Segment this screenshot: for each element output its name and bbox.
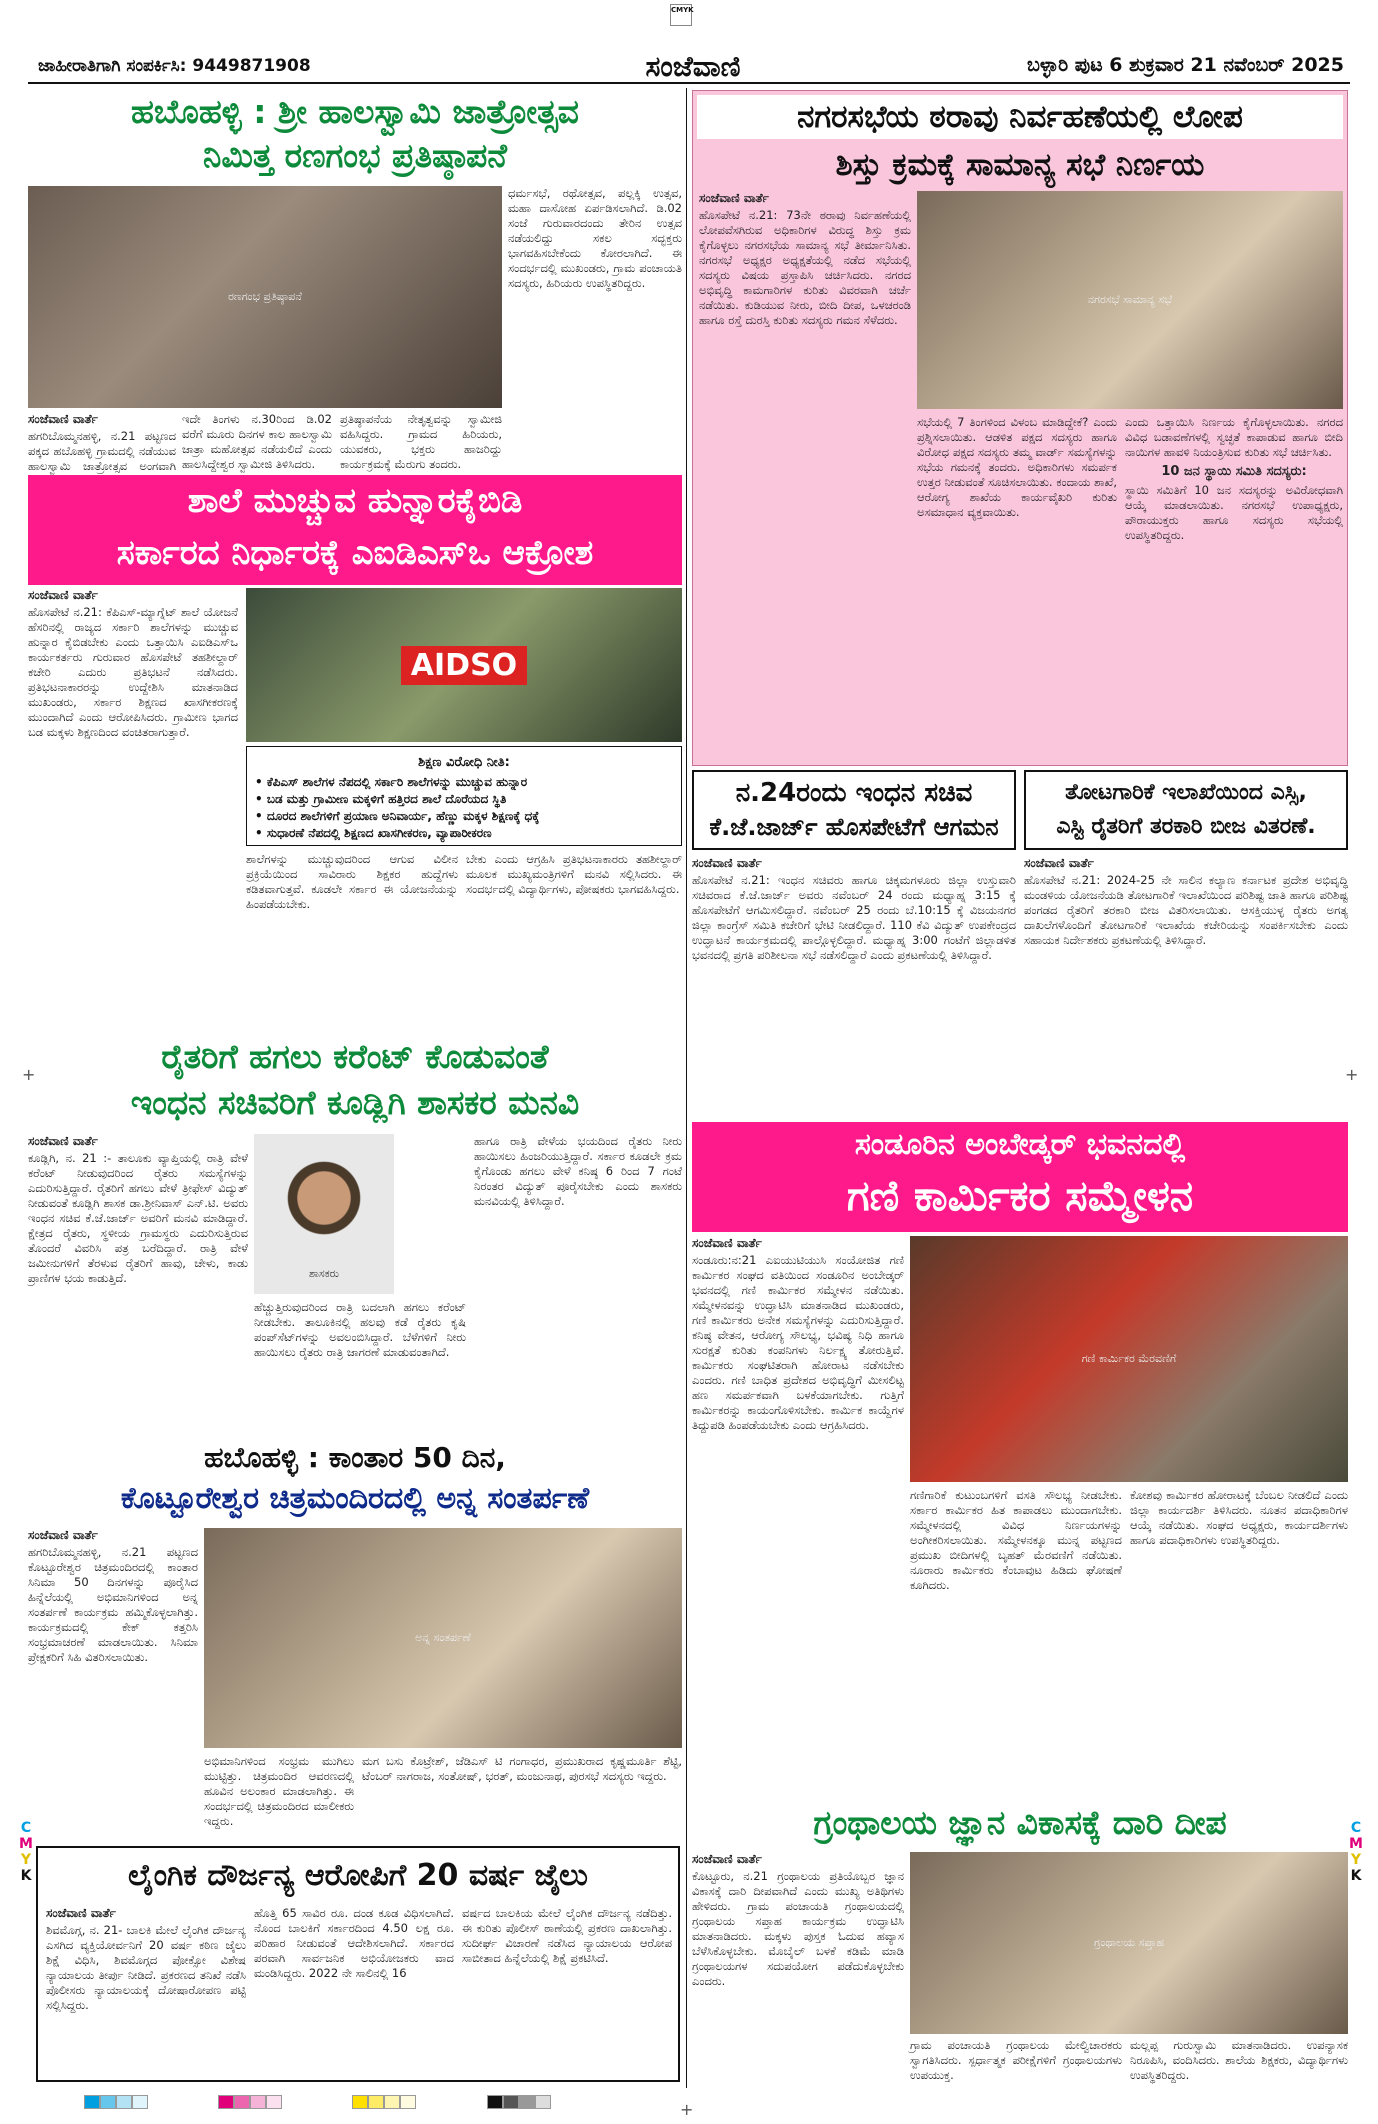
story5-headline2: ಎಸ್ಟಿ ರೈತರಿಗೆ ತರಕಾರಿ ಬೀಜ ವಿತರಣೆ. (1056, 814, 1316, 839)
story8-headline2: ಕೊಟ್ಟೂರೇಶ್ವರ ಚಿತ್ರಮಂದಿರದಲ್ಲಿ ಅನ್ನ ಸಂತರ್ಪಣೆ (120, 1481, 590, 1516)
registration-mark-right: + (1345, 1065, 1359, 1084)
story1-col1: ಸಂಜೆವಾಣಿ ವಾರ್ತೆ ಹಗರಿಬೊಮ್ಮನಹಳ್ಳಿ, ನ.21 ಪಟ್ಟಣದ ಪಕ್ಕದ ಹಬೊಹಳ್ಳಿ ಗ್ರಾಮದಲ್ಲಿ ನಡೆಯುವ ಹಾಲಸ್ವಾಮಿ ಜಾತ್ರೋತ್ಸವ ಅಂಗವಾಗಿ (28, 412, 176, 473)
story8-col2: ಅಭಿಮಾನಿಗಳಿಂದ ಸಂಭ್ರಮ ಮುಗಿಲು ಮುಟ್ಟಿತ್ತು. ಚಿತ್ರಮಂದಿರ ಆವರಣದಲ್ಲಿ ಹೂವಿನ ಅಲಂಕಾರ ಮಾಡಲಾಗಿತ್ತು. ಈ ಸಂದರ್ಭದಲ್ಲಿ ಚಿತ್ರಮಂದಿರದ ಮಾಲೀಕರು ಇದ್ದರು. (204, 1754, 354, 1828)
education-policy-box: ಶಿಕ್ಷಣ ವಿರೋಧಿ ನೀತಿ: • ಕೆಪಿಎಸ್ ಶಾಲೆಗಳ ನೆಪದಲ್ಲಿ ಸರ್ಕಾರಿ ಶಾಲೆಗಳನ್ನು ಮುಚ್ಚುವ ಹುನ್ನಾರ • ಬಡ ಮತ್ತು ಗ್ರಾಮೀಣ ಮಕ್ಕಳಿಗೆ ಹತ್ತಿರದ ಶಾಲೆ ದೊರೆಯದ ಸ್ಥಿತಿ • ದೂರದ ಶಾಲೆಗಳಿಗೆ ಪ್ರಯಾಣ ಅನಿವಾರ್ಯ, ಹೆಣ್ಣು ಮಕ್ಕಳ ಶಿಕ್ಷಣಕ್ಕೆ ಧಕ್ಕೆ • ಸುಧಾರಣೆ ನೆಪದಲ್ಲಿ ಶಿಕ್ಷಣದ ಖಾಸಗೀಕರಣ, ವ್ಯಾಪಾರೀಕರಣ (246, 746, 682, 846)
story3-headline1: ಶಾಲೆ ಮುಚ್ಚುವ ಹುನ್ನಾರಕೈಬಿಡಿ (187, 481, 523, 521)
cmyk-top-mark: CMYK (670, 4, 692, 26)
advert-contact: ಜಾಹೀರಾತಿಗಾಗಿ ಸಂಪರ್ಕಿಸಿ: 9449871908 (38, 56, 311, 76)
story2-col1: ಸಂಜೆವಾಣಿ ವಾರ್ತೆ ಹೊಸಪೇಟೆ ನ.21: 73ನೇ ಠರಾವು ನಿರ್ವಹಣೆಯಲ್ಲಿ ಲೋಪವೆಸಗಿರುವ ಅಧಿಕಾರಿಗಳ ವಿರುದ್ಧ ಶಿಸ್ತು ಕ್ರಮ ಕೈಗೊಳ್ಳಲು ನಗರಸಭೆಯ ಸಾಮಾನ್ಯ ಸಭೆ ತೀರ್ಮಾನಿಸಿತು. ನಗರಸಭೆ ಅಧ್ಯಕ್ಷರ ಅಧ್ಯಕ್ಷತೆಯಲ್ಲಿ ನಡೆದ ಸಭೆಯಲ್ಲಿ ಸದಸ್ಯರು ವಿಷಯ ಪ್ರಸ್ತಾಪಿಸಿ ಚರ್ಚಿಸಿದರು. ನಗರದ ಅಭಿವೃದ್ಧಿ ಕಾಮಗಾರಿಗಳ ಕುರಿತು ವಿವರವಾಗಿ ಚರ್ಚೆ ನಡೆಯಿತು. ಕುಡಿಯುವ ನೀರು, ಬೀದಿ ದೀಪ, ಒಳಚರಂಡಿ ಹಾಗೂ ರಸ್ತೆ ದುರಸ್ತಿ ಕುರಿತು ಸದಸ್ಯರು ಗಮನ ಸೆಳೆದರು. (699, 191, 911, 327)
story1-headline1: ಹಬೊಹಳ್ಳಿ : ಶ್ರೀ ಹಾಲಸ್ವಾಮಿ ಜಾತ್ರೋತ್ಸವ (131, 92, 579, 131)
story6-headline2: ಇಂಧನ ಸಚಿವರಿಗೆ ಕೂಡ್ಲಿಗಿ ಶಾಸಕರ ಮನವಿ (130, 1083, 580, 1122)
story-halaswamy (28, 90, 682, 472)
story-kantara (28, 1438, 682, 1840)
photo-mine-workers-rally: ಗಣಿ ಕಾರ್ಮಿಕರ ಮೆರವಣಿಗೆ (910, 1236, 1348, 1482)
photo-aidso-protest: AIDSO (246, 588, 682, 742)
box-item-3: • ದೂರದ ಶಾಲೆಗಳಿಗೆ ಪ್ರಯಾಣ ಅನಿವಾರ್ಯ, ಹೆಣ್ಣು ಮಕ್ಕಳ ಶಿಕ್ಷಣಕ್ಕೆ ಧಕ್ಕೆ (255, 809, 540, 823)
story7-col1: ಸಂಜೆವಾಣಿ ವಾರ್ತೆ ಸಂಡೂರು:ನ:21 ಎಐಯುಟಿಯುಸಿ ಸಂಯೋಜಿತ ಗಣಿ ಕಾರ್ಮಿಕರ ಸಂಘದ ವತಿಯಿಂದ ಸಂಡೂರಿನ ಅಂಬೇಡ್ಕರ್ ಭವನದಲ್ಲಿ ಗಣಿ ಕಾರ್ಮಿಕರ ಸಮ್ಮೇಳನ ನಡೆಯಿತು. ಸಮ್ಮೇಳನವನ್ನು ಉದ್ಘಾಟಿಸಿ ಮಾತನಾಡಿದ ಮುಖಂಡರು, ಗಣಿ ಕಾರ್ಮಿಕರು ಅನೇಕ ಸಮಸ್ಯೆಗಳನ್ನು ಎದುರಿಸುತ್ತಿದ್ದಾರೆ. ಕನಿಷ್ಠ ವೇತನ, ಆರೋಗ್ಯ ಸೌಲಭ್ಯ, ಭವಿಷ್ಯ ನಿಧಿ ಹಾಗೂ ಸುರಕ್ಷತೆ ಕುರಿತು ಕಂಪನಿಗಳು ನಿರ್ಲಕ್ಷ್ಯ ತೋರುತ್ತಿವೆ. ಕಾರ್ಮಿಕರು ಸಂಘಟಿತರಾಗಿ ಹೋರಾಟ ನಡೆಸಬೇಕು ಎಂದರು. ಗಣಿ ಬಾಧಿತ ಪ್ರದೇಶದ ಅಭಿವೃದ್ಧಿಗೆ ಮೀಸಲಿಟ್ಟ ಹಣ ಸಮರ್ಪಕವಾಗಿ ಬಳಕೆಯಾಗಬೇಕು. ಗುತ್ತಿಗೆ ಕಾರ್ಮಿಕರನ್ನು ಕಾಯಂಗೊಳಿಸಬೇಕು. ಕಾರ್ಮಿಕ ಕಾಯ್ದೆಗಳ ತಿದ್ದುಪಡಿ ಹಿಂಪಡೆಯಬೇಕು ಎಂದು ಆಗ್ರಹಿಸಿದರು. (692, 1236, 904, 1432)
photo-rangambha: ರಣಗಂಭ ಪ್ರತಿಷ್ಠಾಪನೆ (28, 186, 502, 408)
story8-headline1: ಹಬೊಹಳ್ಳಿ : ಕಾಂತಾರ 50 ದಿನ, (204, 1441, 506, 1474)
story7-headline-band (692, 1122, 1348, 1232)
paper-name: ಸಂಜೆವಾಣಿ (645, 50, 741, 83)
story3-headline2: ಸರ್ಕಾರದ ನಿರ್ಧಾರಕ್ಕೆ ಎಐಡಿಎಸ್‌ಒ ಆಕ್ರೋಶ (116, 533, 594, 573)
story3-headline-band (28, 475, 682, 585)
photo-mla: ಶಾಸಕರು (254, 1134, 394, 1294)
story-pocso (36, 1846, 680, 2082)
story5-text: ಸಂಜೆವಾಣಿ ವಾರ್ತೆ ಹೊಸಪೇಟೆ ನ.21: 2024-25 ನೇ ಸಾಲಿನ ಕಲ್ಯಾಣ ಕರ್ನಾಟಕ ಪ್ರದೇಶ ಅಭಿವೃದ್ಧಿ ಮಂಡಳಿಯ ಯೋಜನೆಯಡಿ ತೋಟಗಾರಿಕೆ ಇಲಾಖೆಯಿಂದ ಪರಿಶಿಷ್ಟ ಜಾತಿ ಹಾಗೂ ಪರಿಶಿಷ್ಟ ಪಂಗಡದ ರೈತರಿಗೆ ತರಕಾರಿ ಬೀಜ ವಿತರಿಸಲಾಯಿತು. ಆಸಕ್ತಿಯುಳ್ಳ ರೈತರು ಅಗತ್ಯ ದಾಖಲೆಗಳೊಂದಿಗೆ ತೋಟಗಾರಿಕೆ ಇಲಾಖೆಯ ಕಚೇರಿಯನ್ನು ಸಂಪರ್ಕಿಸಬೇಕು ಎಂದು ಸಹಾಯಕ ನಿರ್ದೇಶಕರು ಪ್ರಕಟಣೆಯಲ್ಲಿ ತಿಳಿಸಿದ್ದಾರೆ. (1024, 856, 1348, 947)
photo-annasantarpane: ಅನ್ನ ಸಂತರ್ಪಣೆ (204, 1528, 682, 1748)
story9-col2: ಗ್ರಾಮ ಪಂಚಾಯತಿ ಗ್ರಂಥಾಲಯ ಮೇಲ್ವಿಚಾರಕರು ಸ್ವಾಗತಿಸಿದರು. ಸ್ಪರ್ಧಾತ್ಮಕ ಪರೀಕ್ಷೆಗಳಿಗೆ ಗ್ರಂಥಾಲಯಗಳು ಉಪಯುಕ್ತ. (910, 2038, 1122, 2082)
story5-headline1: ತೋಟಗಾರಿಕೆ ಇಲಾಖೆಯಿಂದ ಎಸ್ಸಿ, (1065, 780, 1307, 805)
story1-col3: ಪ್ರತಿಷ್ಠಾಪನೆಯ ನೇತೃತ್ವವನ್ನು ಸ್ವಾಮೀಜಿ ವಹಿಸಿದ್ದರು. ಗ್ರಾಮದ ಹಿರಿಯರು, ಯುವಕರು, ಭಕ್ತರು ಹಾಜರಿದ್ದು ಕಾರ್ಯಕ್ರಮಕ್ಕೆ ಮೆರುಗು ತಂದರು. (340, 412, 502, 471)
story10-col3: ವರ್ಷದ ಬಾಲಕಿಯ ಮೇಲೆ ಲೈಂಗಿಕ ದೌರ್ಜನ್ಯ ನಡೆದಿತ್ತು. ಈ ಕುರಿತು ಪೊಲೀಸ್ ಠಾಣೆಯಲ್ಲಿ ಪ್ರಕರಣ ದಾಖಲಾಗಿತ್ತು. ಸುದೀರ್ಘ ವಿಚಾರಣೆ ನಡೆಸಿದ ನ್ಯಾಯಾಲಯ ಆರೋಪ ಸಾಬೀತಾದ ಹಿನ್ನೆಲೆಯಲ್ಲಿ ಶಿಕ್ಷೆ ಪ್ರಕಟಿಸಿದೆ. (462, 1906, 672, 1965)
story4-text: ಸಂಜೆವಾಣಿ ವಾರ್ತೆ ಹೊಸಪೇಟೆ ನ.21: ಇಂಧನ ಸಚಿವರು ಹಾಗೂ ಚಿಕ್ಕಮಗಳೂರು ಜಿಲ್ಲಾ ಉಸ್ತುವಾರಿ ಸಚಿವರಾದ ಕೆ.ಜೆ.ಜಾರ್ಜ್ ಅವರು ನವೆಂಬರ್ 24 ರಂದು ಮಧ್ಯಾಹ್ನ 3:15 ಕ್ಕೆ ಹೊಸಪೇಟೆಗೆ ಆಗಮಿಸಲಿದ್ದಾರೆ. ನವೆಂಬರ್ 25 ರಂದು ಬೆ.10:15 ಕ್ಕೆ ವಿಜಯನಗರ ಜಿಲ್ಲಾ ಕಾಂಗ್ರೆಸ್ ಸಮಿತಿ ಕಚೇರಿಗೆ ಭೇಟಿ ನೀಡಲಿದ್ದಾರೆ. 110 ಕೆವಿ ವಿದ್ಯುತ್ ಉಪಕೇಂದ್ರದ ಉದ್ಘಾಟನೆ ಕಾರ್ಯಕ್ರಮದಲ್ಲಿ ಪಾಲ್ಗೊಳ್ಳಲಿದ್ದಾರೆ. ಮಧ್ಯಾಹ್ನ 3:00 ಗಂಟೆಗೆ ಜಿಲ್ಲಾಡಳಿತ ಭವನದಲ್ಲಿ ಪ್ರಗತಿ ಪರಿಶೀಲನಾ ಸಭೆ ನಡೆಸಲಿದ್ದಾರೆ ಎಂದು ಪ್ರಕಟಣೆಯಲ್ಲಿ ತಿಳಿಸಿದ್ದಾರೆ. (692, 856, 1016, 962)
registration-mark-bottom: + (680, 2100, 694, 2119)
story-aidso (28, 588, 682, 1032)
box-item-2: • ಬಡ ಮತ್ತು ಗ್ರಾಮೀಣ ಮಕ್ಕಳಿಗೆ ಹತ್ತಿರದ ಶಾಲೆ ದೊರೆಯದ ಸ್ಥಿತಿ (255, 792, 507, 806)
story-seed-distribution (1024, 770, 1348, 1118)
story3-col3: ಬೇಕು ಎಂದು ಆಗ್ರಹಿಸಿ ಪ್ರತಿಭಟನಾಕಾರರು ತಹಶೀಲ್ದಾರ್ ಮೂಲಕ ಮುಖ್ಯಮಂತ್ರಿಗಳಿಗೆ ಮನವಿ ಸಲ್ಲಿಸಿದರು. ಈ ಸಂದರ್ಭದಲ್ಲಿ ವಿದ್ಯಾರ್ಥಿಗಳು, ಪೋಷಕರು ಭಾಗವಹಿಸಿದ್ದರು. (466, 852, 682, 896)
story9-headline: ಗ್ರಂಥಾಲಯ ಜ್ಞಾನ ವಿಕಾಸಕ್ಕೆ ದಾರಿ ದೀಪ (813, 1803, 1227, 1842)
story6-col1: ಸಂಜೆವಾಣಿ ವಾರ್ತೆ ಕೂಡ್ಲಿಗಿ, ನ. 21 :- ತಾಲೂಕು ವ್ಯಾಪ್ತಿಯಲ್ಲಿ ರಾತ್ರಿ ವೇಳೆ ಕರೆಂಟ್ ನೀಡುವುದರಿಂದ ರೈತರು ಸಮಸ್ಯೆಗಳನ್ನು ಎದುರಿಸುತ್ತಿದ್ದಾರೆ. ರೈತರಿಗೆ ಹಗಲು ವೇಳೆ ತ್ರೀಫೇಸ್ ವಿದ್ಯುತ್ ನೀಡುವಂತೆ ಕೂಡ್ಲಿಗಿ ಶಾಸಕ ಡಾ.ಶ್ರೀನಿವಾಸ್ ಎನ್.ಟಿ. ಅವರು ಇಂಧನ ಸಚಿವ ಕೆ.ಜೆ.ಜಾರ್ಜ್ ಅವರಿಗೆ ಮನವಿ ಮಾಡಿದ್ದಾರೆ. ಕ್ಷೇತ್ರದ ರೈತರು, ಸ್ಥಳೀಯ ಗ್ರಾಮಸ್ಥರು ಎದುರಿಸುತ್ತಿರುವ ತೊಂದರೆ ವಿವರಿಸಿ ಪತ್ರ ಬರೆದಿದ್ದಾರೆ. ರಾತ್ರಿ ವೇಳೆ ಜಮೀನುಗಳಿಗೆ ತೆರಳುವ ರೈತರಿಗೆ ಹಾವು, ಚೇಳು, ಕಾಡು ಪ್ರಾಣಿಗಳ ಭಯ ಕಾಡುತ್ತಿದೆ. (28, 1134, 248, 1285)
story8-col3: ಮಗ ಬಸು ಕೊಟ್ರೇಶ್, ಜೆಡಿಎಸ್ ಟಿ ಗಂಗಾಧರ, ಪ್ರಮುಖರಾದ ಕೃಷ್ಣಮೂರ್ತಿ ಶೆಟ್ಟಿ, ಟೆಂಬರ್ ನಾಗರಾಜ, ಸಂತೋಷ್, ಭರತ್, ಮಂಜುನಾಥ, ಪುರಸಭೆ ಸದಸ್ಯರು ಇದ್ದರು. (362, 1754, 682, 1783)
story-george-visit (692, 770, 1016, 1118)
story7-headline2: ಗಣಿ ಕಾರ್ಮಿಕರ ಸಮ್ಮೇಳನ (846, 1171, 1194, 1220)
box-item-4: • ಸುಧಾರಣೆ ನೆಪದಲ್ಲಿ ಶಿಕ್ಷಣದ ಖಾಸಗೀಕರಣ, ವ್ಯಾಪಾರೀಕರಣ (255, 826, 492, 840)
story3-col1: ಸಂಜೆವಾಣಿ ವಾರ್ತೆ ಹೊಸಪೇಟೆ ನ.21: ಕೆಪಿಎಸ್-ಮ್ಯಾಗ್ನೆಟ್ ಶಾಲೆ ಯೋಜನೆ ಹೆಸರಿನಲ್ಲಿ ರಾಜ್ಯದ ಸರ್ಕಾರಿ ಶಾಲೆಗಳನ್ನು ಮುಚ್ಚುವ ಹುನ್ನಾರ ಕೈಬಿಡಬೇಕು ಎಂದು ಒತ್ತಾಯಿಸಿ ಎಐಡಿಎಸ್‌ಒ ಕಾರ್ಯಕರ್ತರು ಗುರುವಾರ ಹೊಸಪೇಟೆ ತಹಶೀಲ್ದಾರ್ ಕಚೇರಿ ಎದುರು ಪ್ರತಿಭಟನೆ ನಡೆಸಿದರು. ಪ್ರತಿಭಟನಾಕಾರರನ್ನು ಉದ್ದೇಶಿಸಿ ಮಾತನಾಡಿದ ಮುಖಂಡರು, ಸರ್ಕಾರ ಶಿಕ್ಷಣದ ಖಾಸಗೀಕರಣಕ್ಕೆ ಮುಂದಾಗಿದೆ ಎಂದು ಆರೋಪಿಸಿದರು. ಗ್ರಾಮೀಣ ಭಾಗದ ಬಡ ಮಕ್ಕಳು ಶಿಕ್ಷಣದಿಂದ ವಂಚಿತರಾಗುತ್ತಾರೆ. (28, 588, 238, 739)
story4-headline1: ನ.24ರಂದು ಇಂಧನ ಸಚಿವ (735, 778, 973, 808)
story-mine-workers (692, 1236, 1348, 1796)
story6-col2: ಹೆಚ್ಚುತ್ತಿರುವುದರಿಂದ ರಾತ್ರಿ ಬದಲಾಗಿ ಹಗಲು ಕರೆಂಟ್ ನೀಡಬೇಕು. ತಾಲೂಕಿನಲ್ಲಿ ಹಲವು ಕಡೆ ರೈತರು ಕೃಷಿ ಪಂಪ್‌ಸೆಟ್‌ಗಳನ್ನು ಅವಲಂಬಿಸಿದ್ದಾರೆ. ಬೆಳೆಗಳಿಗೆ ನೀರು ಹಾಯಿಸಲು ರೈತರು ರಾತ್ರಿ ಜಾಗರಣೆ ಮಾಡುವಂತಾಗಿದೆ. (254, 1300, 466, 1359)
story-day-current (28, 1034, 682, 1436)
story9-col1: ಸಂಜೆವಾಣಿ ವಾರ್ತೆ ಕೊಟ್ಟೂರು, ನ.21 ಗ್ರಂಥಾಲಯ ಪ್ರತಿಯೊಬ್ಬರ ಜ್ಞಾನ ವಿಕಾಸಕ್ಕೆ ದಾರಿ ದೀಪವಾಗಿದೆ ಎಂದು ಮುಖ್ಯ ಅತಿಥಿಗಳು ಹೇಳಿದರು. ಗ್ರಾಮ ಪಂಚಾಯತಿ ಗ್ರಂಥಾಲಯದಲ್ಲಿ ಗ್ರಂಥಾಲಯ ಸಪ್ತಾಹ ಕಾರ್ಯಕ್ರಮ ಉದ್ಘಾಟಿಸಿ ಮಾತನಾಡಿದರು. ಮಕ್ಕಳು ಪುಸ್ತಕ ಓದುವ ಹವ್ಯಾಸ ಬೆಳೆಸಿಕೊಳ್ಳಬೇಕು. ಮೊಬೈಲ್ ಬಳಕೆ ಕಡಿಮೆ ಮಾಡಿ ಗ್ರಂಥಾಲಯಗಳ ಸದುಪಯೋಗ ಪಡೆದುಕೊಳ್ಳಬೇಕು ಎಂದರು. (692, 1852, 904, 1988)
story-nagarasabhe (692, 90, 1348, 766)
story1-headline2: ನಿಮಿತ್ತ ರಣಗಂಭ ಪ್ರತಿಷ್ಠಾಪನೆ (202, 136, 508, 175)
masthead (28, 50, 1350, 84)
story2-headline2: ಶಿಸ್ತು ಕ್ರಮಕ್ಕೆ ಸಾಮಾನ್ಯ ಸಭೆ ನಿರ್ಣಯ (835, 147, 1205, 183)
column-divider (686, 88, 687, 2088)
story7-col2: ಗಣಿಗಾರಿಕೆ ಕುಟುಂಬಗಳಿಗೆ ವಸತಿ ಸೌಲಭ್ಯ ನೀಡಬೇಕು. ಸರ್ಕಾರ ಕಾರ್ಮಿಕರ ಹಿತ ಕಾಪಾಡಲು ಮುಂದಾಗಬೇಕು. ಸಮ್ಮೇಳನದಲ್ಲಿ ವಿವಿಧ ನಿರ್ಣಯಗಳನ್ನು ಅಂಗೀಕರಿಸಲಾಯಿತು. ಸಮ್ಮೇಳನಕ್ಕೂ ಮುನ್ನ ಪಟ್ಟಣದ ಪ್ರಮುಖ ಬೀದಿಗಳಲ್ಲಿ ಬೃಹತ್ ಮೆರವಣಿಗೆ ನಡೆಯಿತು. ನೂರಾರು ಕಾರ್ಮಿಕರು ಕೆಂಬಾವುಟ ಹಿಡಿದು ಘೋಷಣೆ ಕೂಗಿದರು. (910, 1488, 1122, 1592)
story1-col2: ಇದೇ ತಿಂಗಳು ನ.30ರಿಂದ ಡಿ.02 ವರೆಗೆ ಮೂರು ದಿನಗಳ ಕಾಲ ಹಾಲಸ್ವಾಮಿ ಜಾತ್ರಾ ಮಹೋತ್ಸವ ನಡೆಯಲಿದೆ ಎಂದು ಹಾಲಸಿದ್ದೇಶ್ವರ ಸ್ವಾಮೀಜಿ ತಿಳಿಸಿದರು. (182, 412, 332, 471)
story8-col1: ಸಂಜೆವಾಣಿ ವಾರ್ತೆ ಹಗರಿಬೊಮ್ಮನಹಳ್ಳಿ, ನ.21 ಪಟ್ಟಣದ ಕೊಟ್ಟೂರೇಶ್ವರ ಚಿತ್ರಮಂದಿರದಲ್ಲಿ ಕಾಂತಾರ ಸಿನಿಮಾ 50 ದಿನಗಳನ್ನು ಪೂರೈಸಿದ ಹಿನ್ನೆಲೆಯಲ್ಲಿ ಅಭಿಮಾನಿಗಳಿಂದ ಅನ್ನ ಸಂತರ್ಪಣೆ ಕಾರ್ಯಕ್ರಮ ಹಮ್ಮಿಕೊಳ್ಳಲಾಗಿತ್ತು. ಕಾರ್ಯಕ್ರಮದಲ್ಲಿ ಕೇಕ್ ಕತ್ತರಿಸಿ ಸಂಭ್ರಮಾಚರಣೆ ಮಾಡಲಾಯಿತು. ಸಿನಿಮಾ ಪ್ರೇಕ್ಷಕರಿಗೆ ಸಿಹಿ ವಿತರಿಸಲಾಯಿತು. (28, 1528, 198, 1664)
cmyk-side-left: C M Y K (19, 1820, 33, 1884)
photo-council-meeting: ನಗರಸಭೆ ಸಾಮಾನ್ಯ ಸಭೆ (917, 191, 1343, 409)
box-item-1: • ಕೆಪಿಎಸ್ ಶಾಲೆಗಳ ನೆಪದಲ್ಲಿ ಸರ್ಕಾರಿ ಶಾಲೆಗಳನ್ನು ಮುಚ್ಚುವ ಹುನ್ನಾರ (255, 775, 528, 789)
story7-col3: ಕೋಶವು ಕಾರ್ಮಿಕರ ಹೋರಾಟಕ್ಕೆ ಬೆಂಬಲ ನೀಡಲಿದೆ ಎಂದು ಜಿಲ್ಲಾ ಕಾರ್ಯದರ್ಶಿ ತಿಳಿಸಿದರು. ನೂತನ ಪದಾಧಿಕಾರಿಗಳ ಆಯ್ಕೆ ನಡೆಯಿತು. ಸಂಘದ ಅಧ್ಯಕ್ಷರು, ಕಾರ್ಯದರ್ಶಿಗಳು ಹಾಗೂ ಪದಾಧಿಕಾರಿಗಳು ಉಪಸ್ಥಿತರಿದ್ದರು. (1130, 1488, 1348, 1547)
registration-mark-left: + (22, 1065, 36, 1084)
page-info: ಬಳ್ಳಾರಿ ಪುಟ 6 ಶುಕ್ರವಾರ 21 ನವೆಂಬರ್ 2025 (1027, 54, 1344, 76)
story9-col3: ಮಲ್ಲಪ್ಪ ಗುರುಸ್ವಾಮಿ ಮಾತನಾಡಿದರು. ಉಪನ್ಯಾಸಕ ನಿರೂಪಿಸಿ, ವಂದಿಸಿದರು. ಶಾಲೆಯ ಶಿಕ್ಷಕರು, ವಿದ್ಯಾರ್ಥಿಗಳು ಉಪಸ್ಥಿತರಿದ್ದರು. (1130, 2038, 1348, 2082)
cmyk-side-right: C M Y K (1349, 1820, 1363, 1884)
story10-col2: ಹೊತ್ತಿ 65 ಸಾವಿರ ರೂ. ದಂಡ ಕೂಡ ವಿಧಿಸಲಾಗಿದೆ. ನೊಂದ ಬಾಲಕಿಗೆ ಸರ್ಕಾರದಿಂದ 4.50 ಲಕ್ಷ ರೂ. ಪರಿಹಾರ ನೀಡುವಂತೆ ಆದೇಶಿಸಲಾಗಿದೆ. ಸರ್ಕಾರದ ಪರವಾಗಿ ಸಾರ್ವಜನಿಕ ಅಭಿಯೋಜಕರು ವಾದ ಮಂಡಿಸಿದ್ದರು. 2022 ನೇ ಸಾಲಿನಲ್ಲಿ 16 (254, 1906, 454, 1980)
story2-col3: ಎಂದು ಒತ್ತಾಯಿಸಿ ನಿರ್ಣಯ ಕೈಗೊಳ್ಳಲಾಯಿತು. ನಗರದ ವಿವಿಧ ಬಡಾವಣೆಗಳಲ್ಲಿ ಸ್ವಚ್ಛತೆ ಕಾಪಾಡುವ ಹಾಗೂ ಬೀದಿ ನಾಯಿಗಳ ಹಾವಳಿ ನಿಯಂತ್ರಿಸುವ ಕುರಿತು ಸಭೆ ಚರ್ಚಿಸಿತು. 10 ಜನ ಸ್ಥಾಯಿ ಸಮಿತಿ ಸದಸ್ಯರು: ಸ್ಥಾಯಿ ಸಮಿತಿಗೆ 10 ಜನ ಸದಸ್ಯರನ್ನು ಅವಿರೋಧವಾಗಿ ಆಯ್ಕೆ ಮಾಡಲಾಯಿತು. ನಗರಸಭೆ ಉಪಾಧ್ಯಕ್ಷರು, ಪೌರಾಯುಕ್ತರು ಹಾಗೂ ಸದಸ್ಯರು ಸಭೆಯಲ್ಲಿ ಉಪಸ್ಥಿತರಿದ್ದರು. (1125, 415, 1343, 542)
story6-col3: ಹಾಗೂ ರಾತ್ರಿ ವೇಳೆಯ ಭಯದಿಂದ ರೈತರು ನೀರು ಹಾಯಿಸಲು ಹಿಂಜರಿಯುತ್ತಿದ್ದಾರೆ. ಸರ್ಕಾರ ಕೂಡಲೇ ಕ್ರಮ ಕೈಗೊಂಡು ಹಗಲು ವೇಳೆ ಕನಿಷ್ಠ 6 ರಿಂದ 7 ಗಂಟೆ ನಿರಂತರ ವಿದ್ಯುತ್ ಪೂರೈಸಬೇಕು ಎಂದು ಶಾಸಕರು ಮನವಿಯಲ್ಲಿ ತಿಳಿಸಿದ್ದಾರೆ. (474, 1134, 682, 1208)
story1-col4: ಧರ್ಮಸಭೆ, ರಥೋತ್ಸವ, ಪಲ್ಲಕ್ಕಿ ಉತ್ಸವ, ಮಹಾ ದಾಸೋಹ ಏರ್ಪಡಿಸಲಾಗಿದೆ. ಡಿ.02 ಸಂಜೆ ಗುರುವಾರದಂದು ತೇರಿನ ಉತ್ಸವ ನಡೆಯಲಿದ್ದು ಸಕಲ ಸದ್ಭಕ್ತರು ಭಾಗವಹಿಸಬೇಕೆಂದು ಕೋರಲಾಗಿದೆ. ಈ ಸಂದರ್ಭದಲ್ಲಿ ಮುಖಂಡರು, ಗ್ರಾಮ ಪಂಚಾಯತಿ ಸದಸ್ಯರು, ಹಿರಿಯರು ಉಪಸ್ಥಿತರಿದ್ದರು. (508, 186, 682, 290)
story-library (692, 1800, 1348, 2084)
story6-headline1: ರೈತರಿಗೆ ಹಗಲು ಕರೆಂಟ್ ಕೊಡುವಂತೆ (161, 1037, 549, 1076)
story10-col1: ಸಂಜೆವಾಣಿ ವಾರ್ತೆ ಶಿವಮೊಗ್ಗ, ನ. 21- ಬಾಲಕಿ ಮೇಲೆ ಲೈಂಗಿಕ ದೌರ್ಜನ್ಯ ಎಸಗಿದ ವ್ಯಕ್ತಿಯೋರ್ವನಿಗೆ 20 ವರ್ಷ ಕಠಿಣ ಜೈಲು ಶಿಕ್ಷೆ ವಿಧಿಸಿ, ಶಿವಮೊಗ್ಗದ ಪೋಕ್ಸೋ ವಿಶೇಷ ನ್ಯಾಯಾಲಯ ತೀರ್ಪು ನೀಡಿದೆ. ಪ್ರಕರಣದ ತನಿಖೆ ನಡೆಸಿ ಪೊಲೀಸರು ನ್ಯಾಯಾಲಯಕ್ಕೆ ದೋಷಾರೋಪಣ ಪಟ್ಟಿ ಸಲ್ಲಿಸಿದ್ದರು. (46, 1906, 246, 2012)
story4-headline2: ಕೆ.ಜೆ.ಜಾರ್ಜ್ ಹೊಸಪೇಟೆಗೆ ಆಗಮನ (709, 813, 999, 841)
story10-headline: ಲೈಂಗಿಕ ದೌರ್ಜನ್ಯ ಆರೋಪಿಗೆ 20 ವರ್ಷ ಜೈಲು (128, 1858, 588, 1893)
story2-subhead: 10 ಜನ ಸ್ಥಾಯಿ ಸಮಿತಿ ಸದಸ್ಯರು: (1161, 464, 1307, 479)
photo-library-event: ಗ್ರಂಥಾಲಯ ಸಪ್ತಾಹ (910, 1852, 1348, 2034)
color-bars (84, 2094, 551, 2113)
story3-col2: ಶಾಲೆಗಳನ್ನು ಮುಚ್ಚುವುದರಿಂದ ಆಗುವ ವಿಲೀನ ಪ್ರಕ್ರಿಯೆಯಿಂದ ಸಾವಿರಾರು ಶಿಕ್ಷಕರ ಹುದ್ದೆಗಳು ಕಡಿತವಾಗುತ್ತವೆ. ಕೂಡಲೇ ಸರ್ಕಾರ ಈ ಯೋಜನೆಯನ್ನು ಹಿಂಪಡೆಯಬೇಕು. (246, 852, 458, 911)
story7-headline1: ಸಂಡೂರಿನ ಅಂಬೇಡ್ಕರ್ ಭವನದಲ್ಲಿ (854, 1127, 1186, 1162)
story2-headline1: ನಗರಸಭೆಯ ಠರಾವು ನಿರ್ವಹಣೆಯಲ್ಲಿ ಲೋಪ (697, 95, 1343, 139)
story2-col2: ಸಭೆಯಲ್ಲಿ 7 ತಿಂಗಳಿಂದ ವಿಳಂಬ ಮಾಡಿದ್ದೇಕೆ? ಎಂದು ಪ್ರಶ್ನಿಸಲಾಯಿತು. ಆಡಳಿತ ಪಕ್ಷದ ಸದಸ್ಯರು ಹಾಗೂ ವಿರೋಧ ಪಕ್ಷದ ಸದಸ್ಯರು ತಮ್ಮ ವಾರ್ಡ್ ಸಮಸ್ಯೆಗಳನ್ನು ಸಭೆಯ ಗಮನಕ್ಕೆ ತಂದರು. ಅಧಿಕಾರಿಗಳು ಸಮರ್ಪಕ ಉತ್ತರ ನೀಡುವಂತೆ ಸೂಚಿಸಲಾಯಿತು. ಕಂದಾಯ ಶಾಖೆ, ಆರೋಗ್ಯ ಶಾಖೆಯ ಕಾರ್ಯವೈಖರಿ ಕುರಿತು ಅಸಮಾಧಾನ ವ್ಯಕ್ತವಾಯಿತು. (917, 415, 1117, 519)
